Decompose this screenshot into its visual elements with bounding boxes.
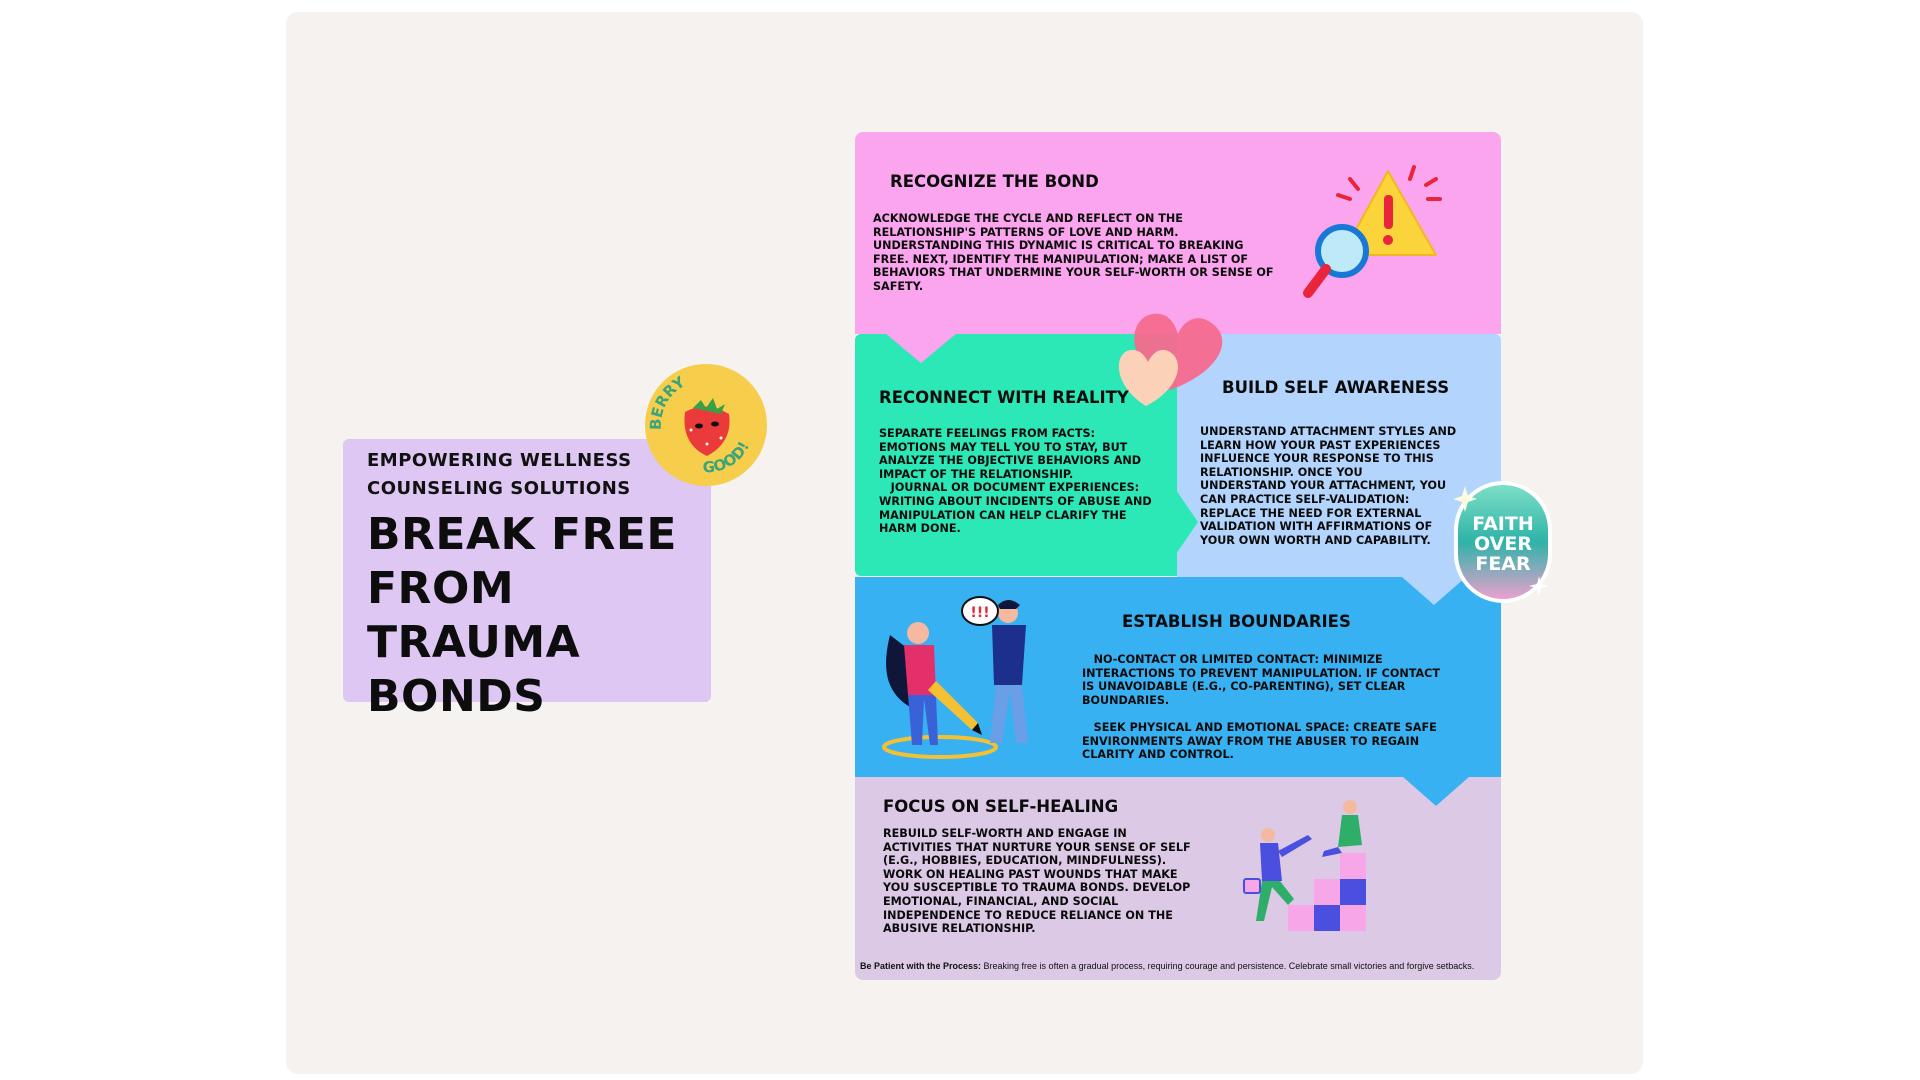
title-line-4: BONDS (367, 671, 546, 722)
recognize-body (873, 212, 1293, 294)
warning-magnifier-icon (1290, 165, 1450, 325)
reconnect-body (879, 427, 1169, 536)
body-line: RELATIONSHIP'S PATTERNS OF LOVE AND HARM. (873, 225, 1179, 239)
body-line: UNDERSTANDING THIS DYNAMIC IS CRITICAL TO BREAKING (873, 239, 1244, 253)
faith-over-fear-sticker (1453, 480, 1553, 604)
boundaries-people-illustration (880, 595, 1050, 765)
body-line: INFLUENCE YOUR RESPONSE TO THIS (1200, 452, 1434, 466)
reconnect-heading: RECONNECT WITH REALITY (879, 388, 1129, 407)
body-line: IS UNAVOIDABLE (E.G., CO-PARENTING), SET CLEAR (1082, 680, 1406, 694)
body-line: INDEPENDENCE TO REDUCE RELIANCE ON THE (883, 908, 1173, 922)
body-line: ENVIRONMENTS AWAY FROM THE ABUSER TO REGAIN (1082, 734, 1420, 748)
subtitle-line-1: EMPOWERING WELLNESS (367, 450, 632, 471)
footer-text: Breaking free is often a gradual process, requiring courage and persistence. Celebrate small victories and forgive setbacks. (981, 961, 1475, 971)
body-line: ACKNOWLEDGE THE CYCLE AND REFLECT ON THE (873, 212, 1183, 225)
faith-line-2: OVER (1474, 533, 1532, 555)
boundaries-heading: ESTABLISH BOUNDARIES (1122, 612, 1351, 631)
recognize-heading: RECOGNIZE THE BOND (890, 172, 1099, 191)
body-line: ACTIVITIES THAT NURTURE YOUR SENSE OF SELF (883, 840, 1191, 854)
healing-body (883, 827, 1213, 936)
body-line: REPLACE THE NEED FOR EXTERNAL (1200, 506, 1422, 520)
boundaries-body (1082, 653, 1482, 762)
body-line: UNDERSTAND YOUR ATTACHMENT, YOU (1200, 479, 1447, 493)
body-line: ABUSIVE RELATIONSHIP. (883, 922, 1036, 936)
body-line: EMOTIONAL, FINANCIAL, AND SOCIAL (883, 894, 1119, 908)
body-line: UNDERSTAND ATTACHMENT STYLES AND (1200, 425, 1457, 438)
body-line: IMPACT OF THE RELATIONSHIP. (879, 467, 1074, 481)
footer-bold: Be Patient with the Process: (860, 961, 982, 971)
body-line: MANIPULATION CAN HELP CLARIFY THE (879, 508, 1127, 522)
berry-good-sticker (645, 364, 767, 486)
title-line-3: TRAUMA (367, 617, 581, 668)
title-line-2: FROM (367, 563, 515, 614)
body-line: CLARITY AND CONTROL. (1082, 748, 1234, 762)
footer-note (860, 961, 1500, 971)
recognize-pointer (885, 333, 957, 363)
berry-top-text: BERRY (646, 372, 689, 431)
body-line (1082, 707, 1482, 721)
body-line: EMOTIONS MAY TELL YOU TO STAY, BUT (879, 440, 1128, 454)
body-line: INTERACTIONS TO PREVENT MANIPULATION. IF CONTACT (1082, 666, 1440, 680)
body-line: (E.G., HOBBIES, EDUCATION, MINDFULNESS). (883, 854, 1167, 868)
title-line-1: BREAK FREE (367, 509, 677, 560)
body-line: JOURNAL OR DOCUMENT EXPERIENCES: (879, 481, 1140, 495)
boundaries-pointer (1402, 776, 1470, 806)
body-line: YOU SUSCEPTIBLE TO TRAUMA BONDS. DEVELOP (883, 881, 1191, 895)
svg-text:!!!: !!! (970, 605, 990, 621)
body-line: LEARN HOW YOUR PAST EXPERIENCES (1200, 438, 1441, 452)
body-line: FREE. NEXT, IDENTIFY THE MANIPULATION; MAKE A LIST OF (873, 252, 1249, 266)
awareness-body (1200, 425, 1470, 547)
body-line: REBUILD SELF-WORTH AND ENGAGE IN (883, 827, 1127, 840)
awareness-heading: BUILD SELF AWARENESS (1222, 378, 1450, 397)
body-line: HARM DONE. (879, 522, 961, 536)
body-line: WRITING ABOUT INCIDENTS OF ABUSE AND (879, 494, 1152, 508)
healing-heading: FOCUS ON SELF-HEALING (883, 797, 1119, 816)
body-line: SEEK PHYSICAL AND EMOTIONAL SPACE: CREATE SAFE (1082, 720, 1437, 734)
svg-text:BERRY (647, 372, 689, 430)
berry-bottom-text: GOOD! (702, 438, 754, 477)
body-line: BEHAVIORS THAT UNDERMINE YOUR SELF-WORTH OR SENSE OF (873, 266, 1274, 280)
body-line: SAFETY. (873, 279, 924, 293)
body-line: SEPARATE FEELINGS FROM FACTS: (879, 427, 1096, 440)
subtitle-line-2: COUNSELING SOLUTIONS (367, 478, 631, 499)
faith-line-1: FAITH (1472, 513, 1534, 535)
body-line: ANALYZE THE OBJECTIVE BEHAVIORS AND (879, 454, 1142, 468)
body-line: CAN PRACTICE SELF-VALIDATION: (1200, 492, 1410, 506)
body-line: NO-CONTACT OR LIMITED CONTACT: MINIMIZE (1082, 653, 1383, 666)
body-line: WORK ON HEALING PAST WOUNDS THAT MAKE (883, 867, 1178, 881)
body-line: YOUR OWN WORTH AND CAPABILITY. (1200, 533, 1431, 547)
body-line: BOUNDARIES. (1082, 693, 1170, 707)
body-line: VALIDATION WITH AFFIRMATIONS OF (1200, 520, 1433, 534)
body-line: RELATIONSHIP. ONCE YOU (1200, 465, 1363, 479)
reconnect-pointer (1176, 490, 1198, 554)
faith-line-3: FEAR (1475, 553, 1531, 575)
strawberry-icon (645, 364, 767, 486)
climbing-steps-illustration (1238, 795, 1378, 935)
